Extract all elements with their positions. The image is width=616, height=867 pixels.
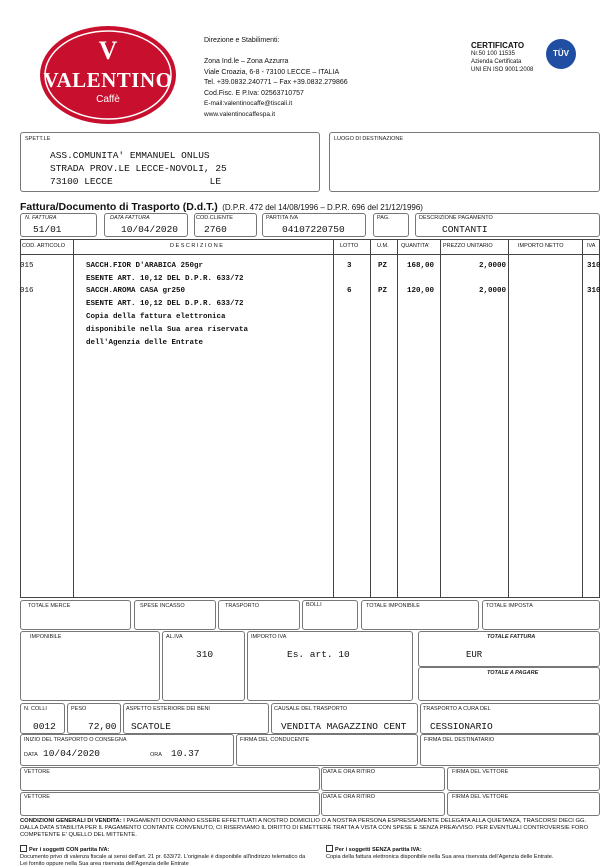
sales-conditions-title: CONDIZIONI GENERALI DI VENDITA: — [20, 818, 122, 824]
packages-count: 0012 — [33, 721, 56, 732]
with-vat-title: Per i soggetti CON partita IVA: — [29, 847, 110, 853]
taxable-box — [20, 631, 160, 701]
weight-label: PESO — [71, 706, 87, 712]
destination-label: LUOGO DI DESTINAZIONE — [334, 136, 404, 142]
col-header-vat: IVA — [587, 243, 596, 249]
customer-city: 73100 LECCE LE — [50, 176, 222, 187]
col-header-net-amount: IMPORTO NETTO — [518, 243, 564, 249]
with-vat-note — [20, 845, 310, 867]
vat-amount-box — [247, 631, 413, 701]
address-line — [204, 47, 348, 58]
col-header-unit-price: PREZZO UNITARIO — [443, 243, 493, 249]
transport-start-label: INIZIO DEL TRASPORTO O CONSEGNA — [24, 737, 127, 743]
payment-method: CONTANTI — [442, 224, 488, 235]
transport-time: 10.37 — [171, 748, 200, 759]
title-sub: (D.P.R. 472 del 14/08/1996 – D.P.R. 696 del 21/12/1996) — [222, 203, 423, 212]
transport-date: 10/04/2020 — [43, 748, 101, 759]
stamps-label: BOLLI — [306, 602, 322, 608]
address-line: Zona Ind.le – Zona Azzurra — [204, 58, 289, 65]
carrier2-label: VETTORE — [24, 794, 50, 800]
address-line: Viale Croazia, 6-8 - 73100 LECCE – ITALIA — [204, 68, 340, 76]
tuv-badge-icon — [546, 39, 576, 69]
transport-cost-label: TRASPORTO — [225, 603, 260, 609]
certificate-info — [471, 42, 533, 74]
carrier1-pickup-label: DATA E ORA RITIRO — [323, 769, 376, 775]
recipient-signature-label: FIRMA DEL DESTINATARIO — [424, 737, 495, 743]
row1-vat: 310 — [587, 262, 601, 270]
col-header-description: D E S C R I Z I O N E — [170, 243, 223, 249]
transport-by-label: TRASPORTO A CURA DEL — [423, 706, 491, 712]
without-vat-note — [326, 845, 600, 861]
vat-rate-box — [162, 631, 245, 701]
logo-brand: VALENTINO — [43, 68, 173, 92]
row2-exemption: ESENTE ART. 10,12 DEL D.P.R. 633/72 — [86, 300, 244, 308]
title-main: Fattura/Documento di Trasporto (D.d.T.) — [20, 201, 218, 213]
page-label: PAG. — [377, 215, 390, 221]
taxable-total-label: TOTALE IMPONIBILE — [366, 603, 420, 609]
einvoice-note-line: dell'Agenzia delle Entrate — [86, 339, 204, 347]
vat-amount-label: IMPORTO IVA — [251, 634, 287, 640]
einvoice-note-line: disponibile nella Sua area riservata — [86, 326, 249, 334]
carrier1-label: VETTORE — [24, 769, 50, 775]
transport-by: CESSIONARIO — [430, 721, 493, 732]
carrier1-signature-label: FIRMA DEL VETTORE — [452, 769, 509, 775]
invoice-number-label: N. FATTURA — [25, 215, 57, 221]
invoice-date-label: DATA FATTURA — [110, 215, 150, 221]
client-code-label: COD.CLIENTE — [196, 215, 233, 221]
row2-vat: 310 — [587, 287, 601, 295]
carrier2-signature-label: FIRMA DEL VETTORE — [452, 794, 509, 800]
without-vat-text: Copia della fattura elettronica disponibile nella Sua area riservata dell'Agenzia delle Entrate. — [326, 853, 554, 860]
sales-conditions — [20, 818, 600, 839]
col-header-lot: LOTTO — [340, 243, 359, 249]
tax-total-label: TOTALE IMPOSTA — [486, 603, 533, 609]
invoice-total-label: TOTALE FATTURA — [487, 634, 536, 640]
goods-appearance: SCATOLE — [131, 721, 171, 732]
vat-rate-label: AL.IVA — [166, 634, 183, 640]
checkbox-icon — [326, 845, 333, 852]
cert-line: Azienda Certificata — [471, 59, 522, 65]
row1-description: SACCH.FIOR D'ARABICA 250gr — [86, 262, 204, 270]
vat-rate: 310 — [196, 649, 214, 660]
collection-fees-label: SPESE INCASSO — [140, 603, 185, 609]
address-line: Direzione e Stabilimenti: — [204, 37, 280, 44]
taxable-label: IMPONIBILE — [30, 634, 62, 640]
col-header-quantity: QUANTITA' — [401, 243, 430, 249]
transport-time-label: ORA — [150, 752, 162, 758]
address-line: Cod.Fisc. E P.Iva: 02563710757 — [204, 89, 304, 97]
company-address — [204, 36, 348, 120]
cert-number: Nr.50 100 11535 — [471, 51, 515, 57]
row2-unit: PZ — [378, 287, 388, 295]
without-vat-title: Per i soggetti SENZA partita IVA: — [335, 847, 422, 853]
goods-appearance-label: ASPETTO ESTERIORE DEI BENI — [126, 706, 210, 712]
transport-reason-label: CAUSALE DEL TRASPORTO — [274, 706, 348, 712]
transport-reason: VENDITA MAGAZZINO CENT — [281, 721, 407, 732]
transport-date-label: DATA — [24, 752, 38, 758]
col-header-code: COD. ARTICOLO — [22, 243, 65, 249]
vat-number: 04107220750 — [282, 224, 345, 235]
row1-code: 015 — [20, 262, 34, 270]
cert-line: UNI EN ISO 9001:2008 — [471, 67, 534, 73]
badge-text: TÜV — [553, 49, 569, 58]
total-goods-label: TOTALE MERCE — [28, 603, 71, 609]
amount-due-label: TOTALE A PAGARE — [487, 670, 539, 676]
packages-label: N. COLLI — [24, 706, 47, 712]
payment-label: DESCRIZIONE PAGAMENTO — [419, 215, 493, 221]
address-line: Tel. +39.0832.240771 – Fax +39.0832.279866 — [204, 79, 348, 86]
carrier1-box — [20, 767, 320, 791]
row2-code: 016 — [20, 287, 34, 295]
row1-quantity: 168,00 — [407, 262, 435, 270]
address-line: www.valentinocaffespa.it — [204, 110, 276, 118]
table-header-line — [20, 254, 600, 255]
customer-street: STRADA PROV.LE LECCE-NOVOLI, 25 — [50, 163, 227, 174]
customer-label: SPETT.LE — [25, 136, 51, 142]
row1-unit: PZ — [378, 262, 388, 270]
row1-price: 2,0000 — [479, 262, 507, 270]
carrier2-box — [20, 792, 320, 816]
company-logo — [38, 24, 178, 126]
row1-lot: 3 — [347, 262, 352, 270]
invoice-date: 10/04/2020 — [121, 224, 179, 235]
address-line: E-mail:valentinocaffe@tiscali.it — [204, 100, 293, 107]
driver-signature-label: FIRMA DEL CONDUCENTE — [240, 737, 310, 743]
client-code: 2760 — [204, 224, 227, 235]
carrier2-pickup-label: DATA E ORA RITIRO — [323, 794, 376, 800]
sales-conditions-text: I PAGAMENTI DOVRANNO ESSERE EFFETTUATI A NOSTRO DOMICILIO O A NOSTRA PERSONA ESPRESSAMENTE DELEGATA ALLA QUIETANZA, TRASCORSI DIECI GG. DALLA DATA STABILITA PER IL PAGAMENTO CONTANTE CONVENUTO, CI RISERVIAMO IL DIRITTO DI EMETTERE TRATTA A VISTA CON SPESE E SENZA PREAVVISO. PER EVENTUALI CONTROVERSIE FORO COMPETENTE E' QUELLO DEL MITTENTE. — [20, 818, 589, 838]
logo-subtitle: Caffè — [96, 94, 120, 105]
customer-name: ASS.COMUNITA' EMMANUEL ONLUS — [50, 150, 210, 161]
weight: 72,00 — [88, 721, 117, 732]
vat-number-label: PARTITA IVA — [266, 215, 298, 221]
col-header-unit: U.M. — [377, 243, 389, 249]
row1-exemption: ESENTE ART. 10,12 DEL D.P.R. 633/72 — [86, 275, 244, 283]
checkbox-icon — [20, 845, 27, 852]
logo-initial: V — [98, 36, 118, 65]
einvoice-note-line: Copia della fattura elettronica — [86, 313, 226, 321]
with-vat-text: Documento privo di valenza fiscale ai sensi dell'art. 21 pr. 633/72. L'originale è disponibile all'indirizzo telematico da Lei fornito oppure nella Sua area riservata dell'Agenzia delle Entrate — [20, 853, 306, 867]
invoice-total-currency: EUR — [466, 650, 483, 660]
row2-price: 2,0000 — [479, 287, 507, 295]
row2-lot: 6 — [347, 287, 352, 295]
row2-description: SACCH.AROMA CASA gr250 — [86, 287, 186, 295]
cert-title: CERTIFICATO — [471, 41, 525, 50]
invoice-number: 51/01 — [33, 224, 62, 235]
vat-amount: Es. art. 10 — [287, 649, 350, 660]
row2-quantity: 120,00 — [407, 287, 435, 295]
